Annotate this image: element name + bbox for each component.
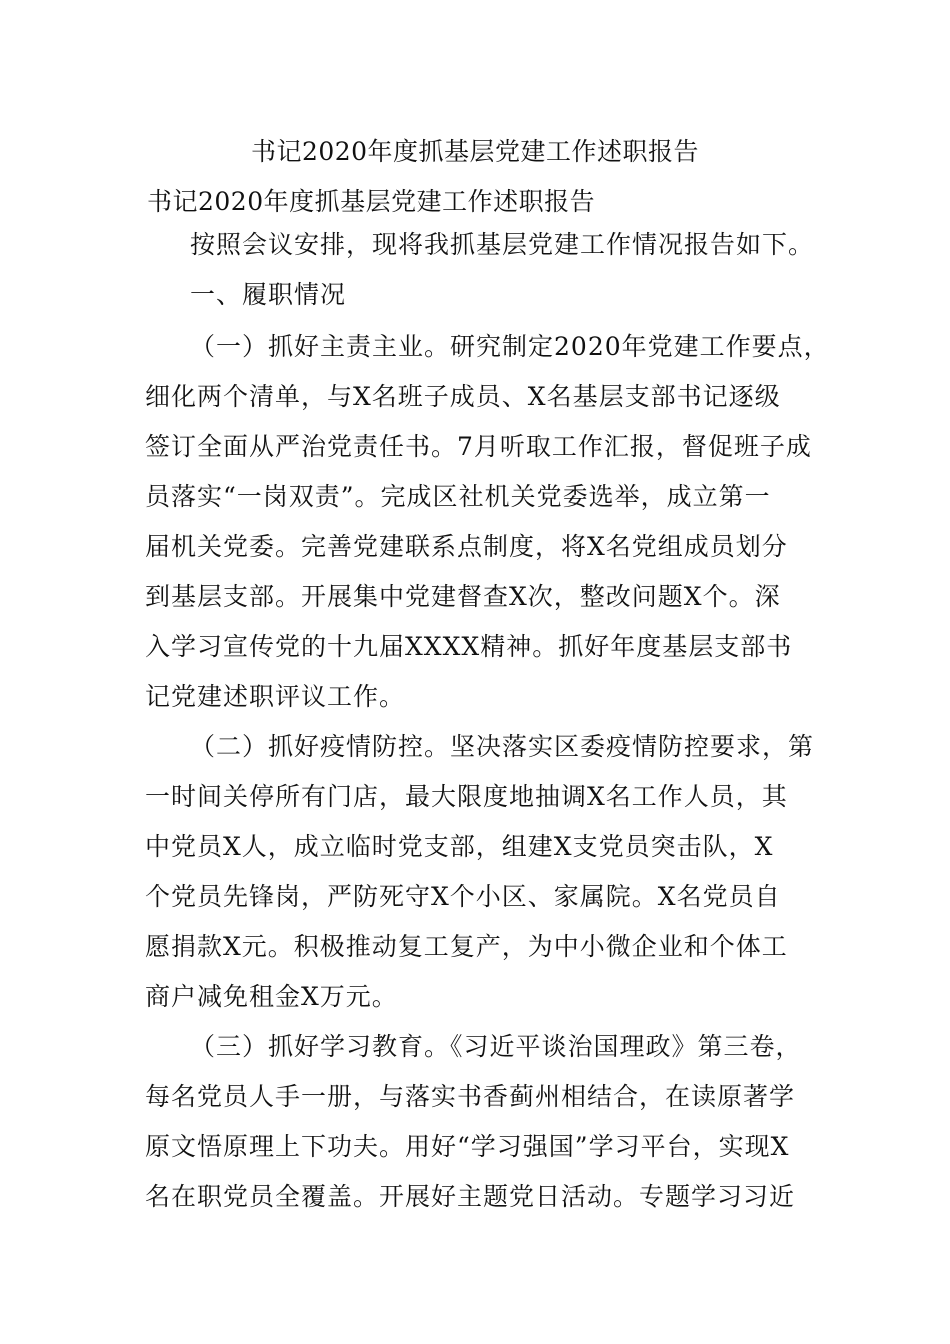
document-title: 书记2020年度抓基层党建工作述职报告 bbox=[250, 137, 700, 166]
intro-paragraph bbox=[145, 220, 817, 270]
document-subtitle: 书记2020年度抓基层党建工作述职报告 bbox=[147, 187, 596, 216]
para1-line: 到基层支部。开展集中党建督查X次，整改问题X个。深 bbox=[145, 582, 781, 611]
para1-line: 签订全面从严治党责任书。7月听取工作汇报，督促班子成 bbox=[145, 432, 812, 461]
para1-line: （一）抓好主责主业。研究制定2020年党建工作要点， bbox=[190, 332, 830, 361]
section1-heading: 一、履职情况 bbox=[190, 280, 347, 309]
section-heading bbox=[145, 270, 817, 320]
para1-line: 届机关党委。完善党建联系点制度，将X名党组成员划分 bbox=[145, 532, 788, 561]
paragraph-2 bbox=[145, 722, 817, 1022]
para3-line: 名在职党员全覆盖。开展好主题党日活动。专题学习习近 bbox=[145, 1182, 796, 1211]
paragraph-3 bbox=[145, 1022, 817, 1222]
paragraph-1 bbox=[145, 322, 830, 722]
para3-line: 每名党员人手一册，与落实书香蓟州相结合，在读原著学 bbox=[145, 1082, 796, 1111]
para2-line: 中党员X人，成立临时党支部，组建X支党员突击队，X bbox=[145, 832, 774, 861]
para2-line: 一时间关停所有门店，最大限度地抽调X名工作人员，其 bbox=[145, 782, 788, 811]
para1-line: 入学习宣传党的十九届XXXX精神。抓好年度基层支部书 bbox=[145, 632, 793, 661]
para2-line: 愿捐款X元。积极推动复工复产，为中小微企业和个体工 bbox=[145, 932, 788, 961]
para3-line: （三）抓好学习教育。《习近平谈治国理政》第三卷， bbox=[190, 1032, 802, 1061]
para1-line: 记党建述职评议工作。 bbox=[145, 682, 406, 711]
para1-line: 员落实“一岗双责”。完成区社机关党委选举，成立第一 bbox=[145, 482, 771, 511]
para2-line: 个党员先锋岗，严防死守X个小区、家属院。X名党员自 bbox=[145, 882, 781, 911]
intro-text: 按照会议安排，现将我抓基层党建工作情况报告如下。 bbox=[190, 230, 815, 259]
para2-line: （二）抓好疫情防控。坚决落实区委疫情防控要求，第 bbox=[190, 732, 815, 761]
para2-line: 商户减免租金X万元。 bbox=[145, 982, 398, 1011]
para1-line: 细化两个清单，与X名班子成员、X名基层支部书记逐级 bbox=[145, 382, 781, 411]
para3-line: 原文悟原理上下功夫。用好“学习强国”学习平台，实现X bbox=[145, 1132, 790, 1161]
